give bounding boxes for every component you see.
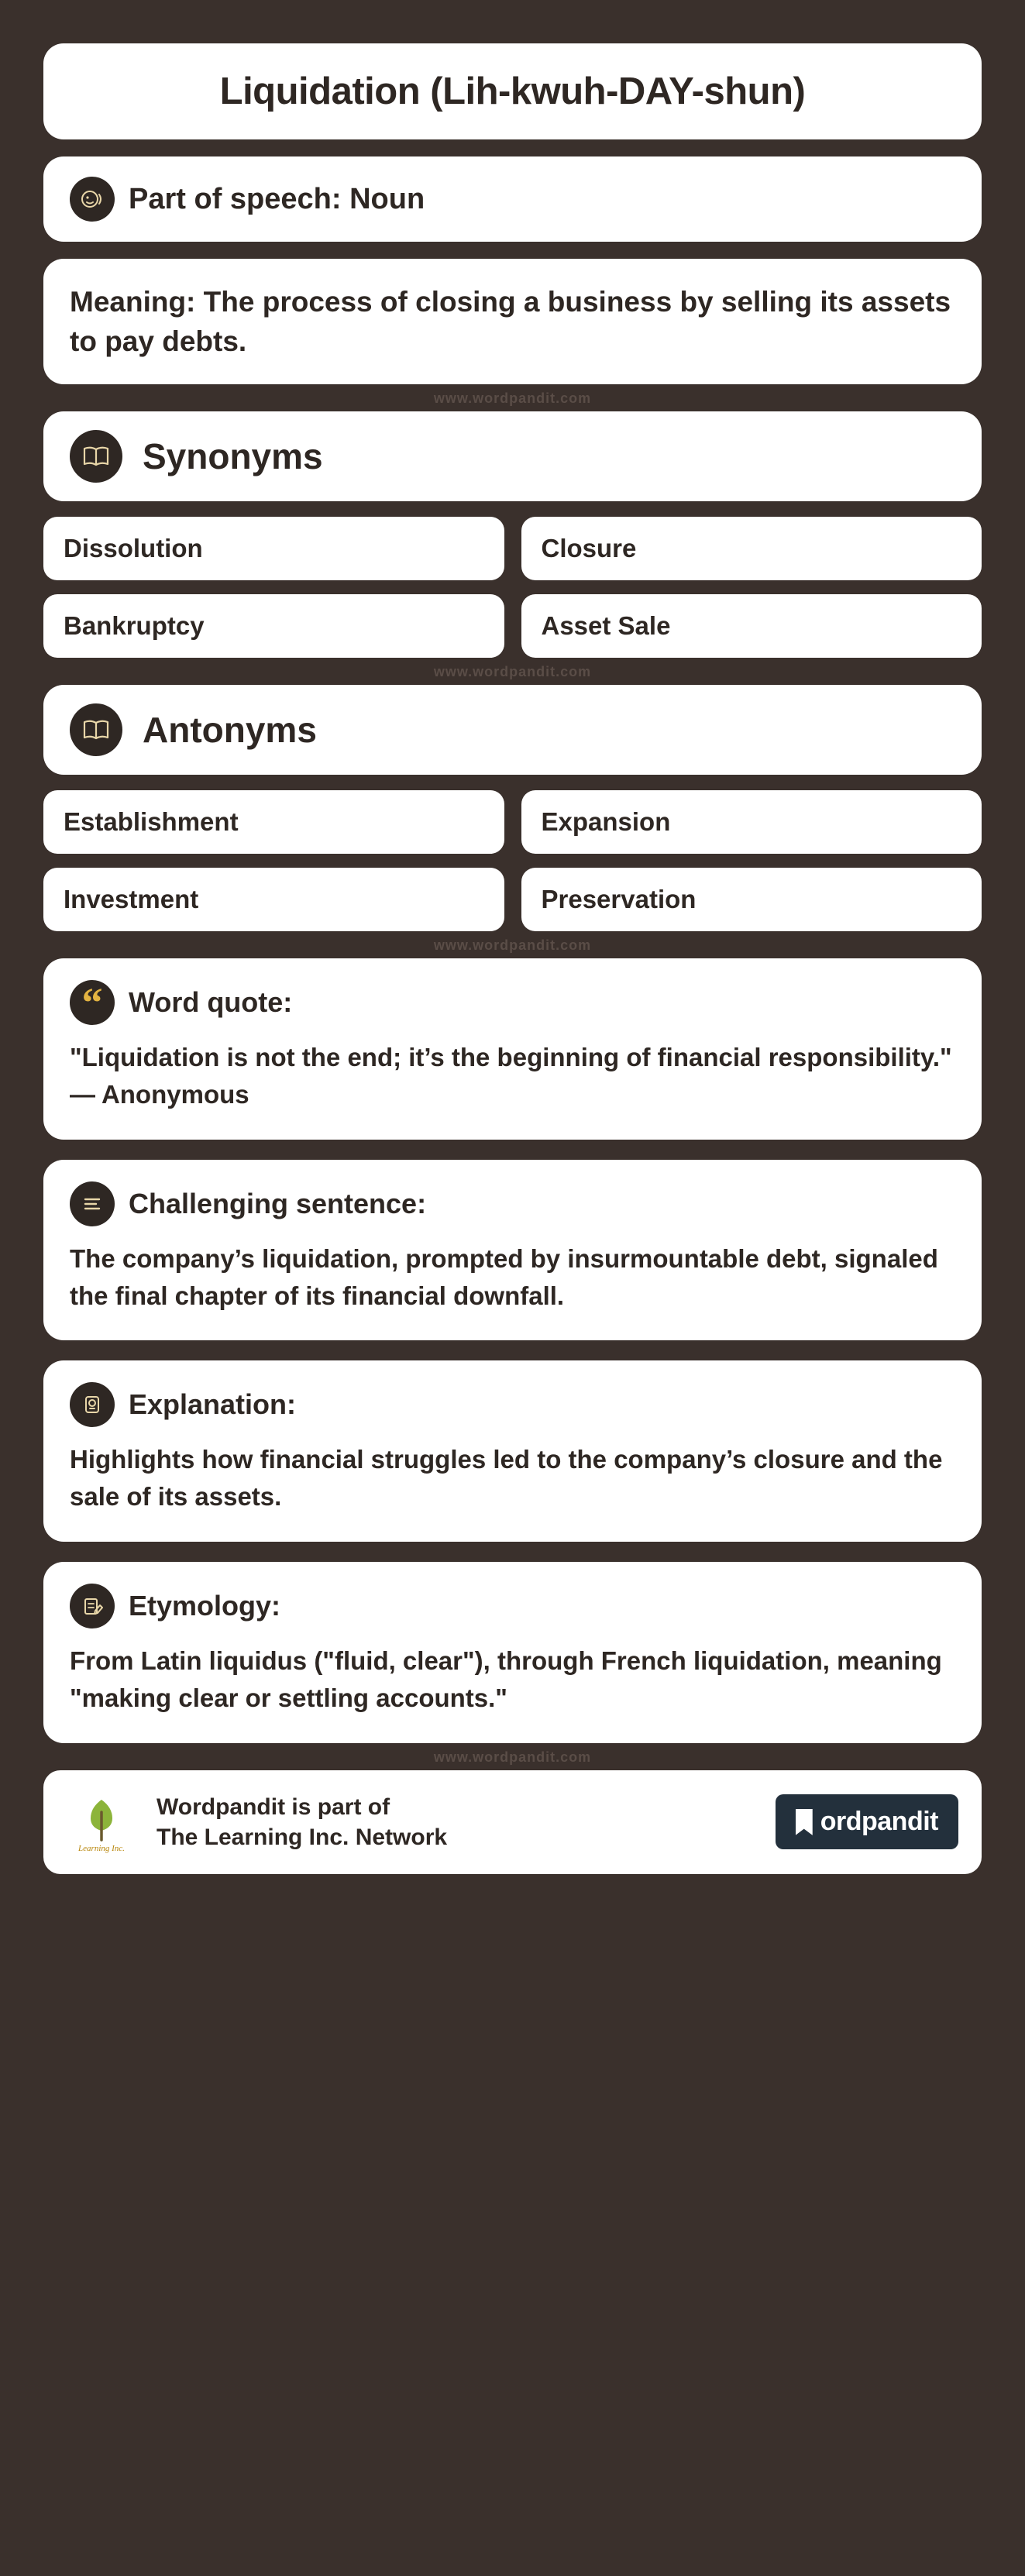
list-item: Establishment	[43, 790, 504, 854]
word-quote-heading: Word quote:	[129, 986, 293, 1019]
watermark-1: www.wordpandit.com	[433, 390, 592, 407]
antonyms-list	[43, 790, 982, 931]
list-item: Asset Sale	[521, 594, 982, 658]
word-quote-text: "Liquidation is not the end; it’s the beginning of financial responsibility." — Anonymous	[70, 1043, 952, 1109]
list-item: Dissolution	[43, 517, 504, 580]
writing-hand-icon	[70, 1584, 115, 1628]
antonyms-header	[43, 685, 982, 775]
word-quote-card	[43, 958, 982, 1140]
learning-inc-logo-icon	[67, 1787, 136, 1857]
meaning-text: Meaning: The process of closing a business by selling its assets to pay debts.	[70, 286, 951, 358]
etymology-heading: Etymology:	[129, 1590, 281, 1622]
part-of-speech-card	[43, 156, 982, 242]
flag-icon	[796, 1809, 813, 1835]
wordpandit-logo	[776, 1794, 958, 1849]
explanation-heading: Explanation:	[129, 1388, 297, 1421]
synonyms-list	[43, 517, 982, 658]
synonyms-header	[43, 411, 982, 501]
open-book-icon	[70, 703, 122, 756]
svg-text:Learning Inc.: Learning Inc.	[78, 1843, 125, 1853]
watermark-4: www.wordpandit.com	[433, 1749, 592, 1765]
footer-card	[43, 1770, 982, 1874]
page-title: Liquidation (Lih-kwuh-DAY-shun)	[219, 71, 806, 112]
watermark-3: www.wordpandit.com	[433, 937, 592, 954]
challenging-sentence-card	[43, 1160, 982, 1341]
synonyms-heading: Synonyms	[143, 436, 323, 477]
word-title-card	[43, 43, 982, 139]
etymology-text: From Latin liquidus ("fluid, clear"), through French liquidation, meaning "making clear or settling accounts."	[70, 1646, 942, 1712]
etymology-card	[43, 1562, 982, 1743]
list-item: Investment	[43, 868, 504, 931]
wordpandit-brand-text: ordpandit	[820, 1807, 938, 1837]
text-lines-icon	[70, 1181, 115, 1226]
watermark-2: www.wordpandit.com	[433, 664, 592, 680]
open-book-icon	[70, 430, 122, 483]
meaning-card	[43, 259, 982, 384]
challenging-sentence-heading: Challenging sentence:	[129, 1187, 427, 1219]
speaking-head-icon	[70, 177, 115, 222]
list-item: Expansion	[521, 790, 982, 854]
list-item: Preservation	[521, 868, 982, 931]
quote-icon: “	[70, 980, 115, 1025]
antonyms-heading: Antonyms	[143, 710, 317, 751]
footer-text	[157, 1792, 755, 1852]
challenging-sentence-text: The company’s liquidation, prompted by insurmountable debt, signaled the final chapter of its financial downfall.	[70, 1243, 938, 1310]
part-of-speech-text: Part of speech: Noun	[129, 182, 425, 215]
explanation-text: Highlights how financial struggles led to the company’s closure and the sale of its assets.	[70, 1445, 943, 1512]
list-item: Bankruptcy	[43, 594, 504, 658]
footer-line-1: Wordpandit is part of	[157, 1794, 390, 1820]
explanation-card	[43, 1360, 982, 1542]
footer-line-2: The Learning Inc. Network	[157, 1824, 448, 1850]
lightbulb-note-icon	[70, 1382, 115, 1427]
list-item: Closure	[521, 517, 982, 580]
